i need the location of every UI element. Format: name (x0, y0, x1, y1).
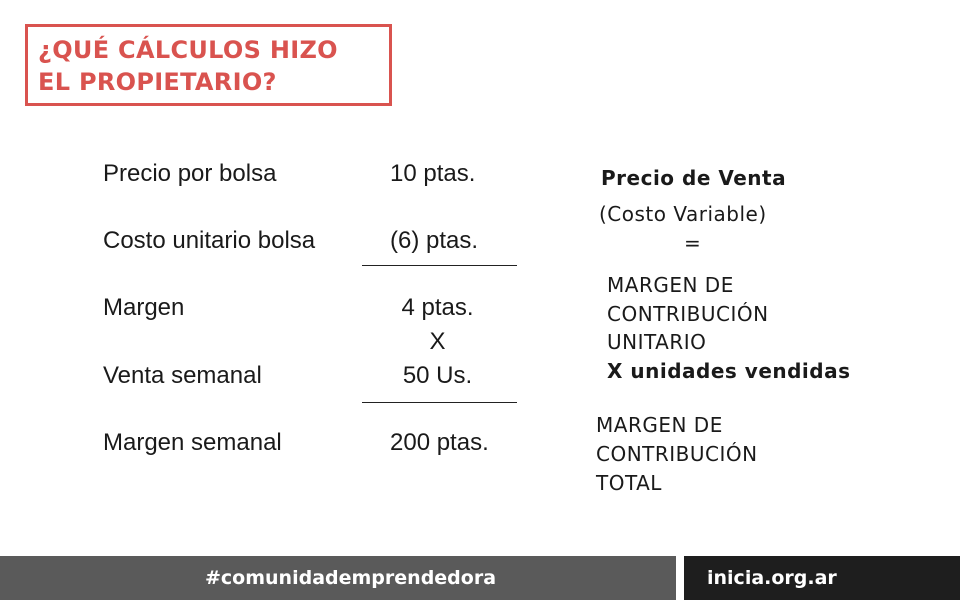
row-value-margen-semanal: 200 ptas. (390, 429, 489, 456)
formula-margen-unitario-1: MARGEN DE (607, 273, 734, 297)
footer-site-bar (684, 556, 960, 600)
subtotal-rule-2 (362, 402, 517, 403)
formula-costo-variable: (Costo Variable) (599, 202, 767, 226)
formula-margen-unitario-2: CONTRIBUCIÓN (607, 302, 769, 326)
row-label-margen: Margen (103, 294, 185, 321)
formula-margen-unitario-3: UNITARIO (607, 330, 707, 354)
subtotal-rule-1 (362, 265, 517, 266)
row-value-costo: (6) ptas. (390, 227, 479, 254)
row-value-venta: 50 Us. (402, 362, 473, 389)
row-label-venta: Venta semanal (103, 362, 262, 389)
formula-equals: = (684, 231, 702, 255)
row-label-precio: Precio por bolsa (103, 160, 277, 187)
footer-hashtag-bar (0, 556, 676, 600)
formula-unidades-vendidas: X unidades vendidas (607, 359, 851, 383)
formula-margen-total-3: TOTAL (596, 471, 662, 495)
row-value-margen: 4 ptas. (401, 294, 474, 321)
page-title: ¿QUÉ CÁLCULOS HIZO EL PROPIETARIO? (38, 36, 338, 96)
row-label-costo: Costo unitario bolsa (103, 227, 316, 254)
footer-site: inicia.org.ar (707, 567, 837, 589)
row-label-margen-semanal: Margen semanal (103, 429, 282, 456)
row-value-precio: 10 ptas. (390, 160, 476, 187)
formula-margen-total-2: CONTRIBUCIÓN (596, 442, 758, 466)
formula-precio-venta: Precio de Venta (601, 166, 787, 190)
formula-margen-total-1: MARGEN DE (596, 413, 723, 437)
multiply-sign: X (429, 328, 446, 355)
footer-hashtag: #comunidademprendedora (205, 567, 497, 589)
